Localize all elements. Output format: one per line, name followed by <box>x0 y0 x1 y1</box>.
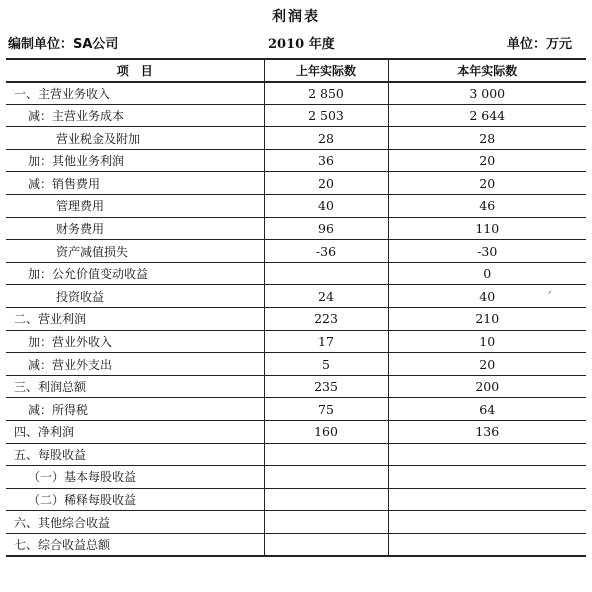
table-row <box>6 104 586 127</box>
table-row <box>6 466 586 489</box>
column-header-item: 项 目 <box>6 59 264 82</box>
row-item-label: 加：营业外收入 <box>6 330 264 353</box>
table-row <box>6 240 586 263</box>
row-item-label: 财务费用 <box>6 217 264 240</box>
current-year-value: 136 <box>388 421 586 444</box>
current-year-value: 64 <box>388 398 586 421</box>
current-year-value: 3 000 <box>388 82 586 105</box>
table-row <box>6 285 586 308</box>
scan-speck: ᐟ <box>548 290 552 300</box>
table-header-row <box>6 59 586 82</box>
row-item-label: （一）基本每股收益 <box>6 466 264 489</box>
current-year-value: 2 644 <box>388 104 586 127</box>
row-item-label: 投资收益 <box>6 285 264 308</box>
table-row <box>6 443 586 466</box>
prior-year-value: 2 503 <box>264 104 388 127</box>
current-year-value: 20 <box>388 353 586 376</box>
row-item-label: 六、其他综合收益 <box>6 511 264 534</box>
table-row <box>6 375 586 398</box>
column-header-prior-year: 上年实际数 <box>264 59 388 82</box>
current-year-value <box>388 443 586 466</box>
prior-year-value: 223 <box>264 308 388 331</box>
table-row <box>6 511 586 534</box>
prior-year-value: 5 <box>264 353 388 376</box>
prior-year-value: 24 <box>264 285 388 308</box>
row-item-label: 一、主营业务收入 <box>6 82 264 105</box>
income-statement-table <box>6 58 586 557</box>
current-year-value: 10 <box>388 330 586 353</box>
table-row <box>6 398 586 421</box>
table-row <box>6 533 586 556</box>
row-item-label: 二、营业利润 <box>6 308 264 331</box>
table-row <box>6 172 586 195</box>
prior-year-value: 160 <box>264 421 388 444</box>
current-year-value: 46 <box>388 195 586 218</box>
row-item-label: 减：销售费用 <box>6 172 264 195</box>
prior-year-value: 40 <box>264 195 388 218</box>
table-row <box>6 82 586 105</box>
prior-year-value: 96 <box>264 217 388 240</box>
current-year-value: 28 <box>388 127 586 150</box>
current-year-value: 210 <box>388 308 586 331</box>
prior-year-value <box>264 511 388 534</box>
prior-year-value <box>264 533 388 556</box>
row-item-label: 七、综合收益总额 <box>6 533 264 556</box>
prior-year-value: 17 <box>264 330 388 353</box>
table-row <box>6 127 586 150</box>
row-item-label: 加：公允价值变动收益 <box>6 262 264 285</box>
prior-year-value: 235 <box>264 375 388 398</box>
table-row <box>6 262 586 285</box>
reporting-entity: 编制单位：SA公司 <box>8 37 119 52</box>
current-year-value: 0 <box>388 262 586 285</box>
row-item-label: 管理费用 <box>6 195 264 218</box>
column-header-current-year: 本年实际数 <box>388 59 586 82</box>
current-year-value: 40 <box>388 285 586 308</box>
table-row <box>6 308 586 331</box>
row-item-label: 减：所得税 <box>6 398 264 421</box>
row-item-label: 减：营业外支出 <box>6 353 264 376</box>
current-year-value: -30 <box>388 240 586 263</box>
current-year-value: 110 <box>388 217 586 240</box>
row-item-label: 三、利润总额 <box>6 375 264 398</box>
current-year-value: 200 <box>388 375 586 398</box>
current-year-value <box>388 488 586 511</box>
table-row <box>6 421 586 444</box>
current-year-value <box>388 466 586 489</box>
prior-year-value: 28 <box>264 127 388 150</box>
prior-year-value: 36 <box>264 149 388 172</box>
row-item-label: 四、净利润 <box>6 421 264 444</box>
prior-year-value <box>264 443 388 466</box>
row-item-label: 资产减值损失 <box>6 240 264 263</box>
page-title: 利润表 <box>272 9 320 25</box>
table-row <box>6 330 586 353</box>
table-row <box>6 488 586 511</box>
row-item-label: （二）稀释每股收益 <box>6 488 264 511</box>
prior-year-value <box>264 488 388 511</box>
currency-unit: 单位：万元 <box>506 37 572 52</box>
current-year-value: 20 <box>388 172 586 195</box>
prior-year-value: 2 850 <box>264 82 388 105</box>
prior-year-value: 20 <box>264 172 388 195</box>
prior-year-value: 75 <box>264 398 388 421</box>
row-item-label: 减：主营业务成本 <box>6 104 264 127</box>
prior-year-value: -36 <box>264 240 388 263</box>
row-item-label: 营业税金及附加 <box>6 127 264 150</box>
current-year-value <box>388 511 586 534</box>
current-year-value <box>388 533 586 556</box>
row-item-label: 五、每股收益 <box>6 443 264 466</box>
row-item-label: 加：其他业务利润 <box>6 149 264 172</box>
table-row <box>6 353 586 376</box>
current-year-value: 20 <box>388 149 586 172</box>
prior-year-value <box>264 466 388 489</box>
table-row <box>6 217 586 240</box>
table-row <box>6 195 586 218</box>
report-meta <box>6 33 586 51</box>
prior-year-value <box>264 262 388 285</box>
table-row <box>6 149 586 172</box>
report-year: 2010 年度 <box>268 37 335 52</box>
